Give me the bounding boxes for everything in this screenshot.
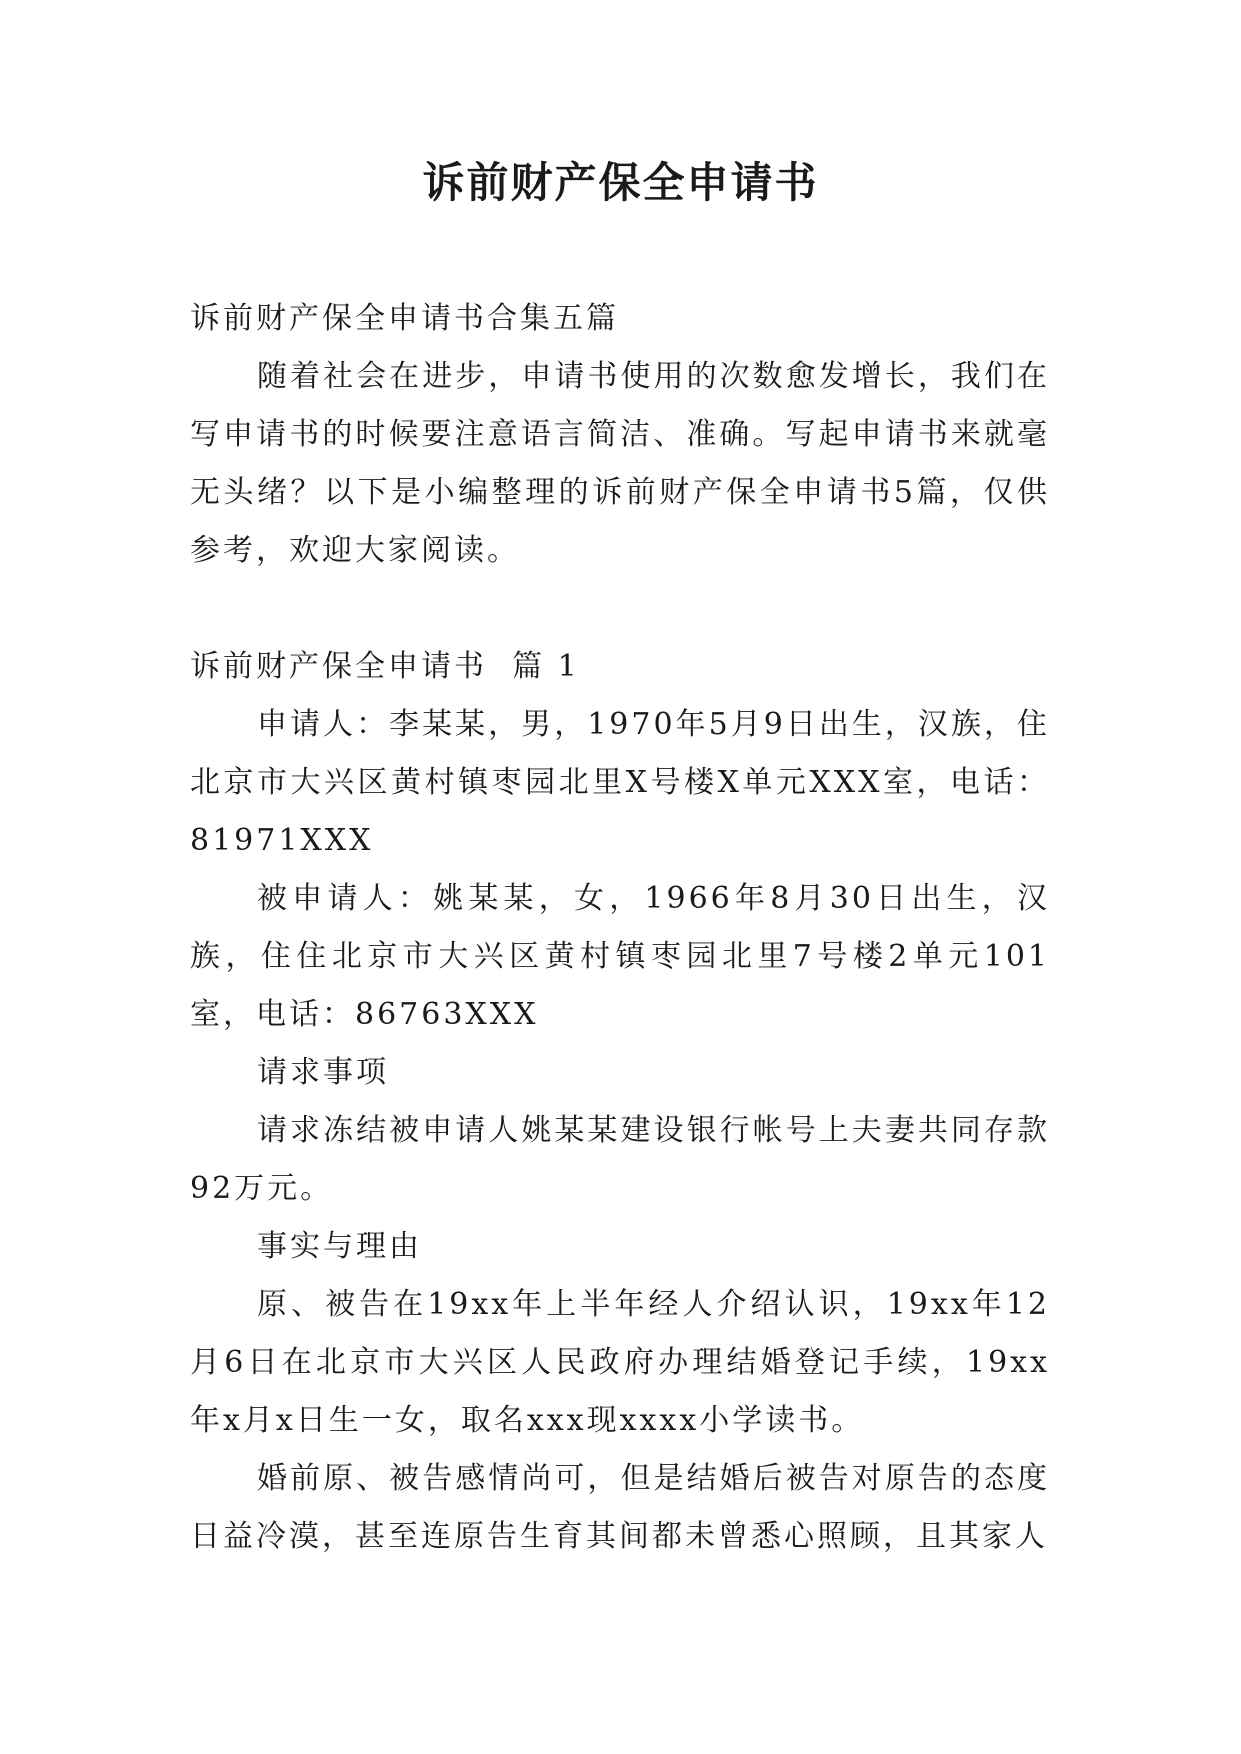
facts-heading: 事实与理由 [257,1229,422,1264]
intro-paragraph: 随着社会在进步，申请书使用的次数愈发增长，我们在写申请书的时候要注意语言简洁、准确。写起申请书来就毫无头绪？以下是小编整理的诉前财产保全申请书5篇，仅供参考，欢迎大家阅读。 [190,359,1050,568]
facts-paragraph-1: 原、被告在19xx年上半年经人介绍认识，19xx年12月6日在北京市大兴区人民政府办理结婚登记手续，19xx年x月x日生一女，取名xxx现xxxx小学读书。 [190,1287,1050,1438]
collection-subtitle: 诉前财产保全申请书合集五篇 [190,301,619,336]
request-body: 请求冻结被申请人姚某某建设银行帐号上夫妻共同存款92万元。 [190,1113,1050,1206]
section-heading: 诉前财产保全申请书 篇 1 [190,649,580,684]
document-body [190,290,1050,1566]
applicant-paragraph: 申请人：李某某，男，1970年5月9日出生，汉族，住北京市大兴区黄村镇枣园北里X号楼X单元XXX室，电话：81971XXX [190,707,1050,858]
respondent-paragraph: 被申请人：姚某某，女，1966年8月30日出生，汉族，住住北京市大兴区黄村镇枣园北里7号楼2单元101室，电话：86763XXX [190,881,1050,1032]
document-title: 诉前财产保全申请书 [422,158,819,207]
facts-paragraph-2: 婚前原、被告感情尚可，但是结婚后被告对原告的态度日益冷漠，甚至连原告生育其间都未曾悉心照顾，且其家人 [190,1461,1050,1554]
request-heading: 请求事项 [257,1055,389,1090]
